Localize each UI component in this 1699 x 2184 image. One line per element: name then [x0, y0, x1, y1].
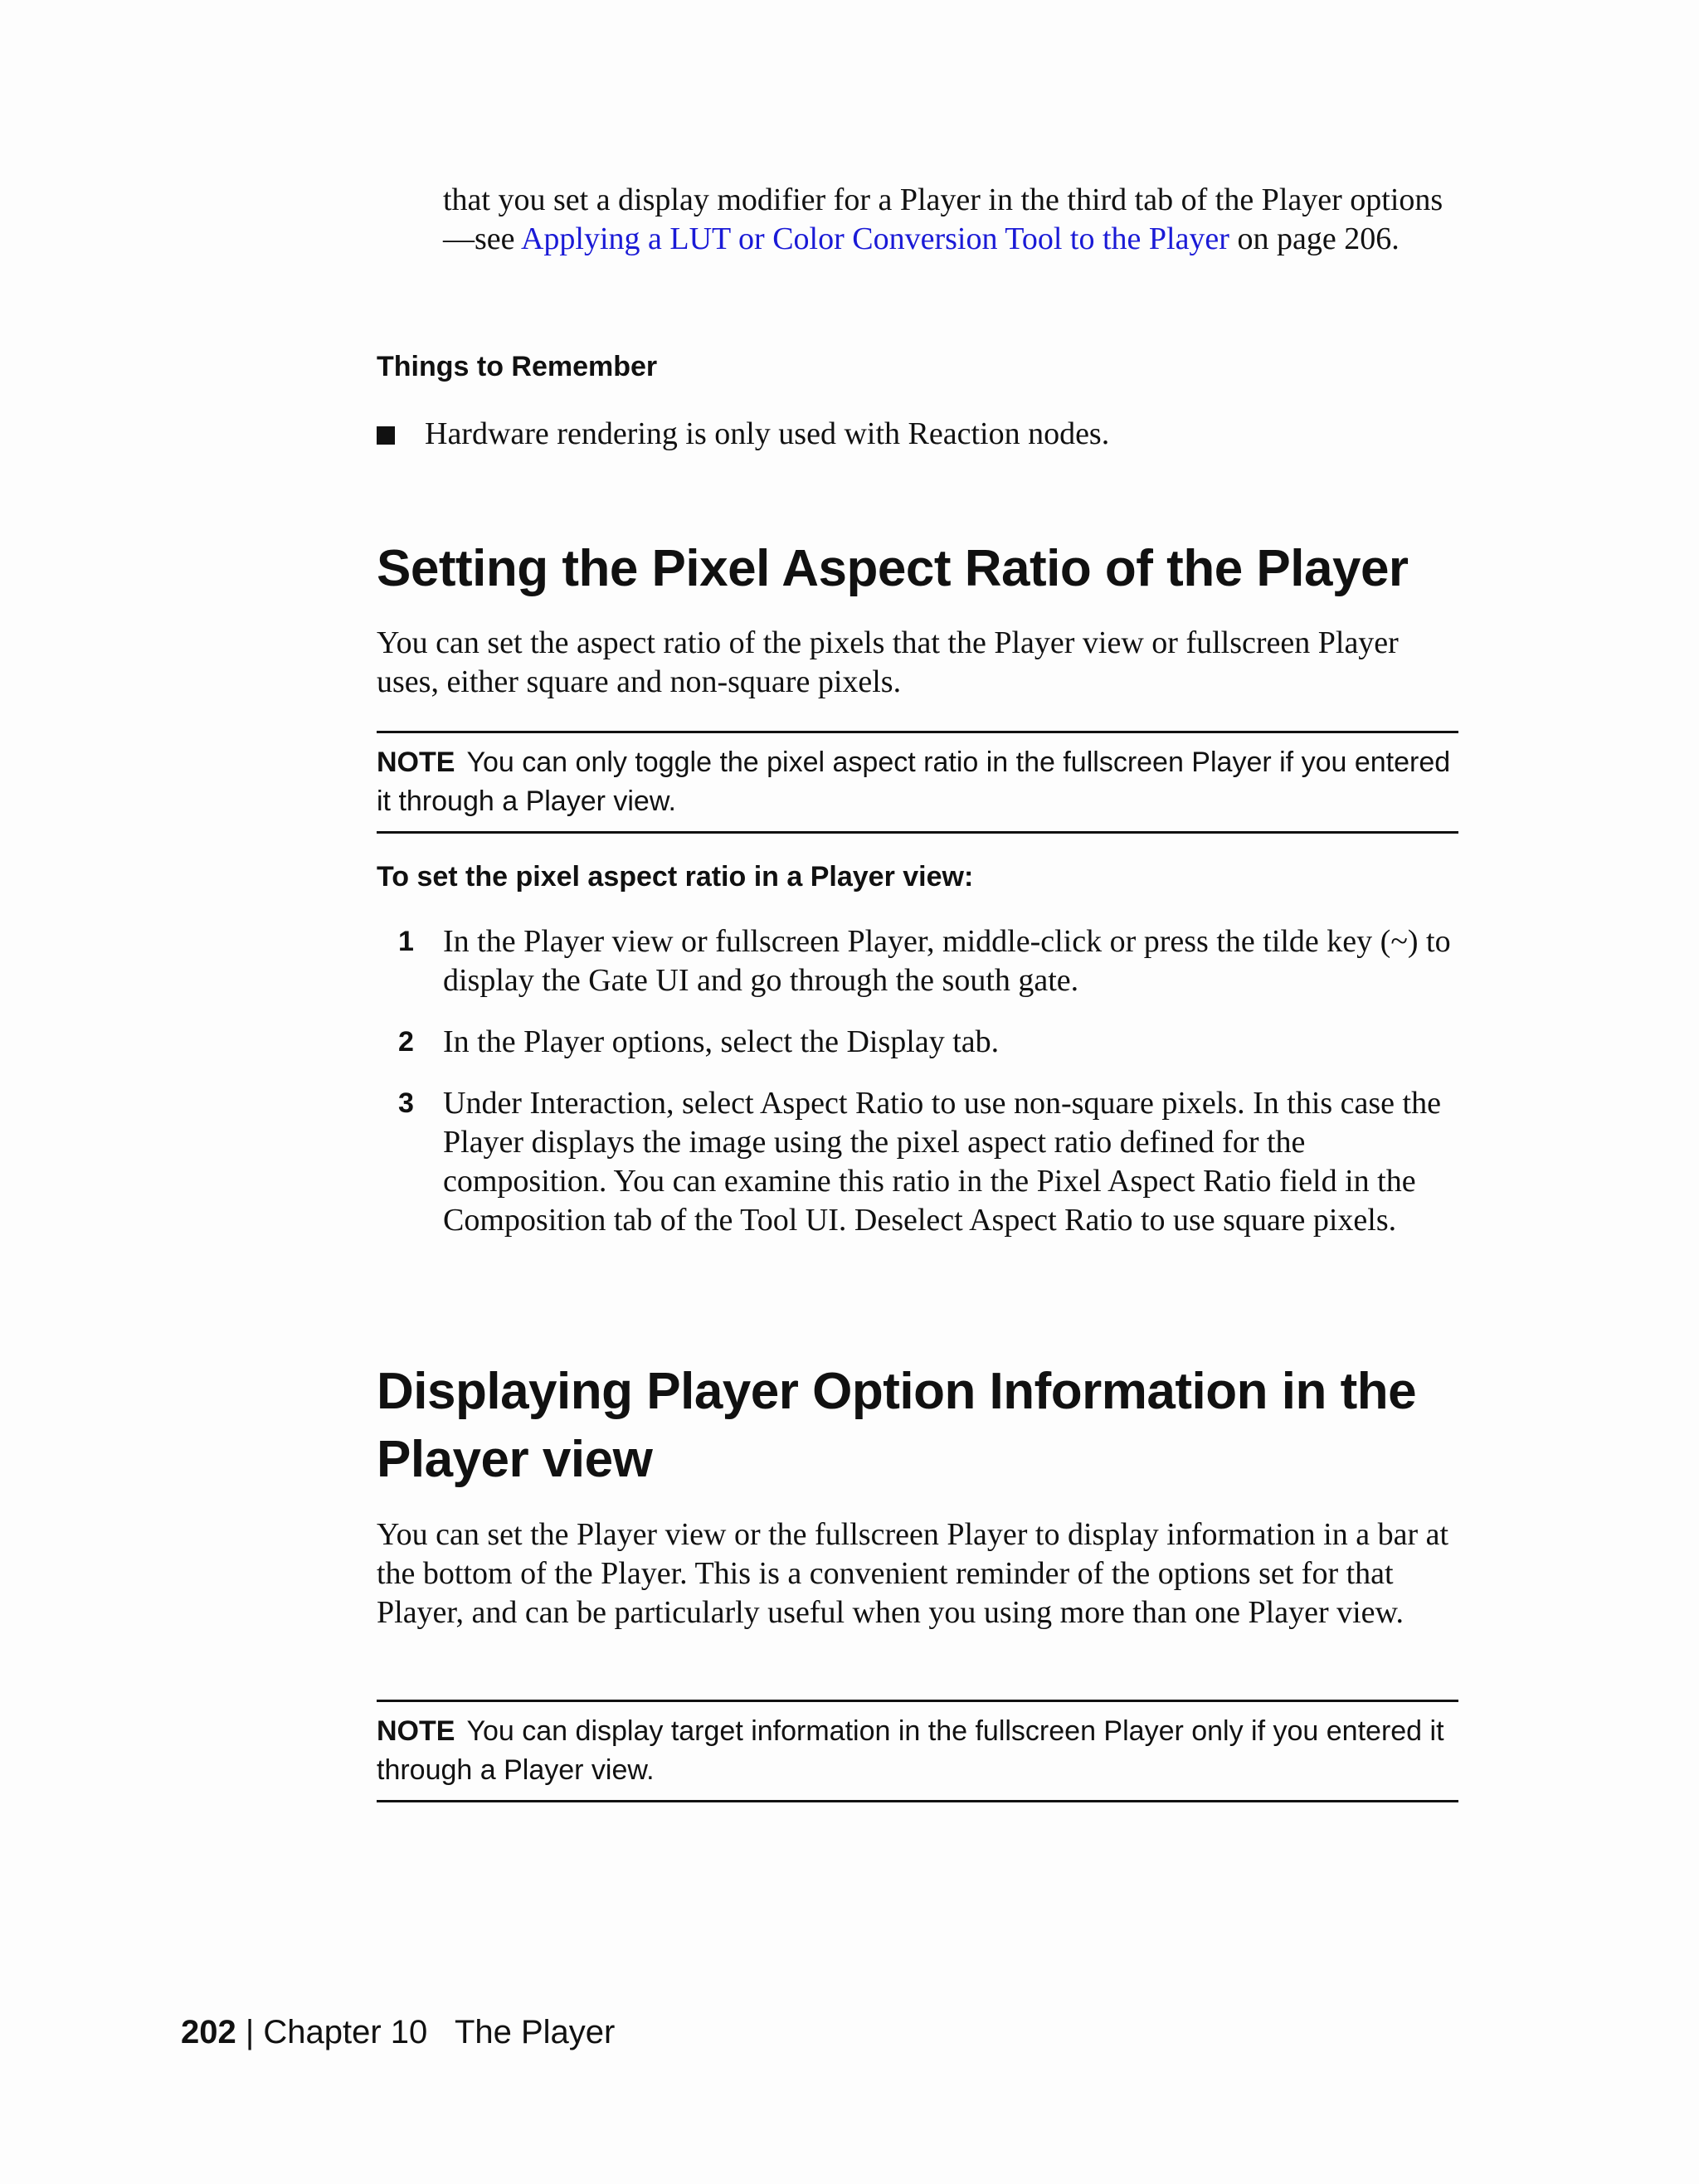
things-to-remember-heading: Things to Remember — [377, 351, 658, 382]
note-label: NOTE — [377, 1715, 455, 1747]
procedure-heading: To set the pixel aspect ratio in a Player view: — [377, 861, 974, 893]
step-text: Under Interaction, select Aspect Ratio to use non-square pixels. In this case the Player displays the image using the pixel aspect ratio defined for the composition. You can examine this ratio in the Pixel Aspect Ratio field in the Composition tab of the Tool UI. Deselect Aspect Ratio to use square pixels. — [443, 1086, 1441, 1238]
page-footer — [181, 2014, 615, 2051]
step-number: 2 — [398, 1026, 414, 1058]
note-box — [377, 731, 1458, 834]
bullet-item: Hardware rendering is only used with Reaction nodes. — [425, 416, 1110, 451]
note-box — [377, 1700, 1458, 1802]
step-text: In the Player view or fullscreen Player, middle-click or press the tilde key (~) to display the Gate UI and go through the south gate. — [443, 924, 1451, 998]
section-title-player-option-info: Displaying Player Option Information in the Player view — [377, 1363, 1417, 1488]
section-title-pixel-aspect: Setting the Pixel Aspect Ratio of the Player — [377, 540, 1409, 597]
chapter-label: Chapter 10 — [263, 2014, 428, 2050]
page-number: 202 — [181, 2014, 236, 2050]
intro-paragraph — [443, 181, 1458, 259]
step-number: 1 — [398, 926, 414, 957]
intro-text: that you set a display modifier for a Player in the third tab of the Player options—see — [443, 182, 1443, 256]
note-text: You can display target information in the fullscreen Player only if you entered it through a Player view. — [377, 1715, 1444, 1786]
step-text: In the Player options, select the Display tab. — [443, 1024, 1000, 1059]
note-text: You can only toggle the pixel aspect ratio in the fullscreen Player if you entered it through a Player view. — [377, 747, 1451, 817]
square-bullet-icon — [377, 426, 395, 445]
chapter-title: The Player — [454, 2014, 616, 2050]
note-label: NOTE — [377, 747, 455, 778]
section-paragraph-pixel-aspect: You can set the aspect ratio of the pixels that the Player view or fullscreen Player uses, either square and non-square pixels. — [377, 625, 1399, 699]
cross-reference-link[interactable]: Applying a LUT or Color Conversion Tool to the Player — [520, 221, 1229, 256]
section-paragraph-player-option-info: You can set the Player view or the fullscreen Player to display information in a bar at the bottom of the Player. This is a convenient reminder of the options set for that Player, and can be particularly useful when you using more than one Player view. — [377, 1517, 1449, 1630]
step-number: 3 — [398, 1087, 414, 1119]
intro-text-tail: on page 206. — [1229, 221, 1400, 256]
footer-separator: | — [245, 2014, 255, 2050]
